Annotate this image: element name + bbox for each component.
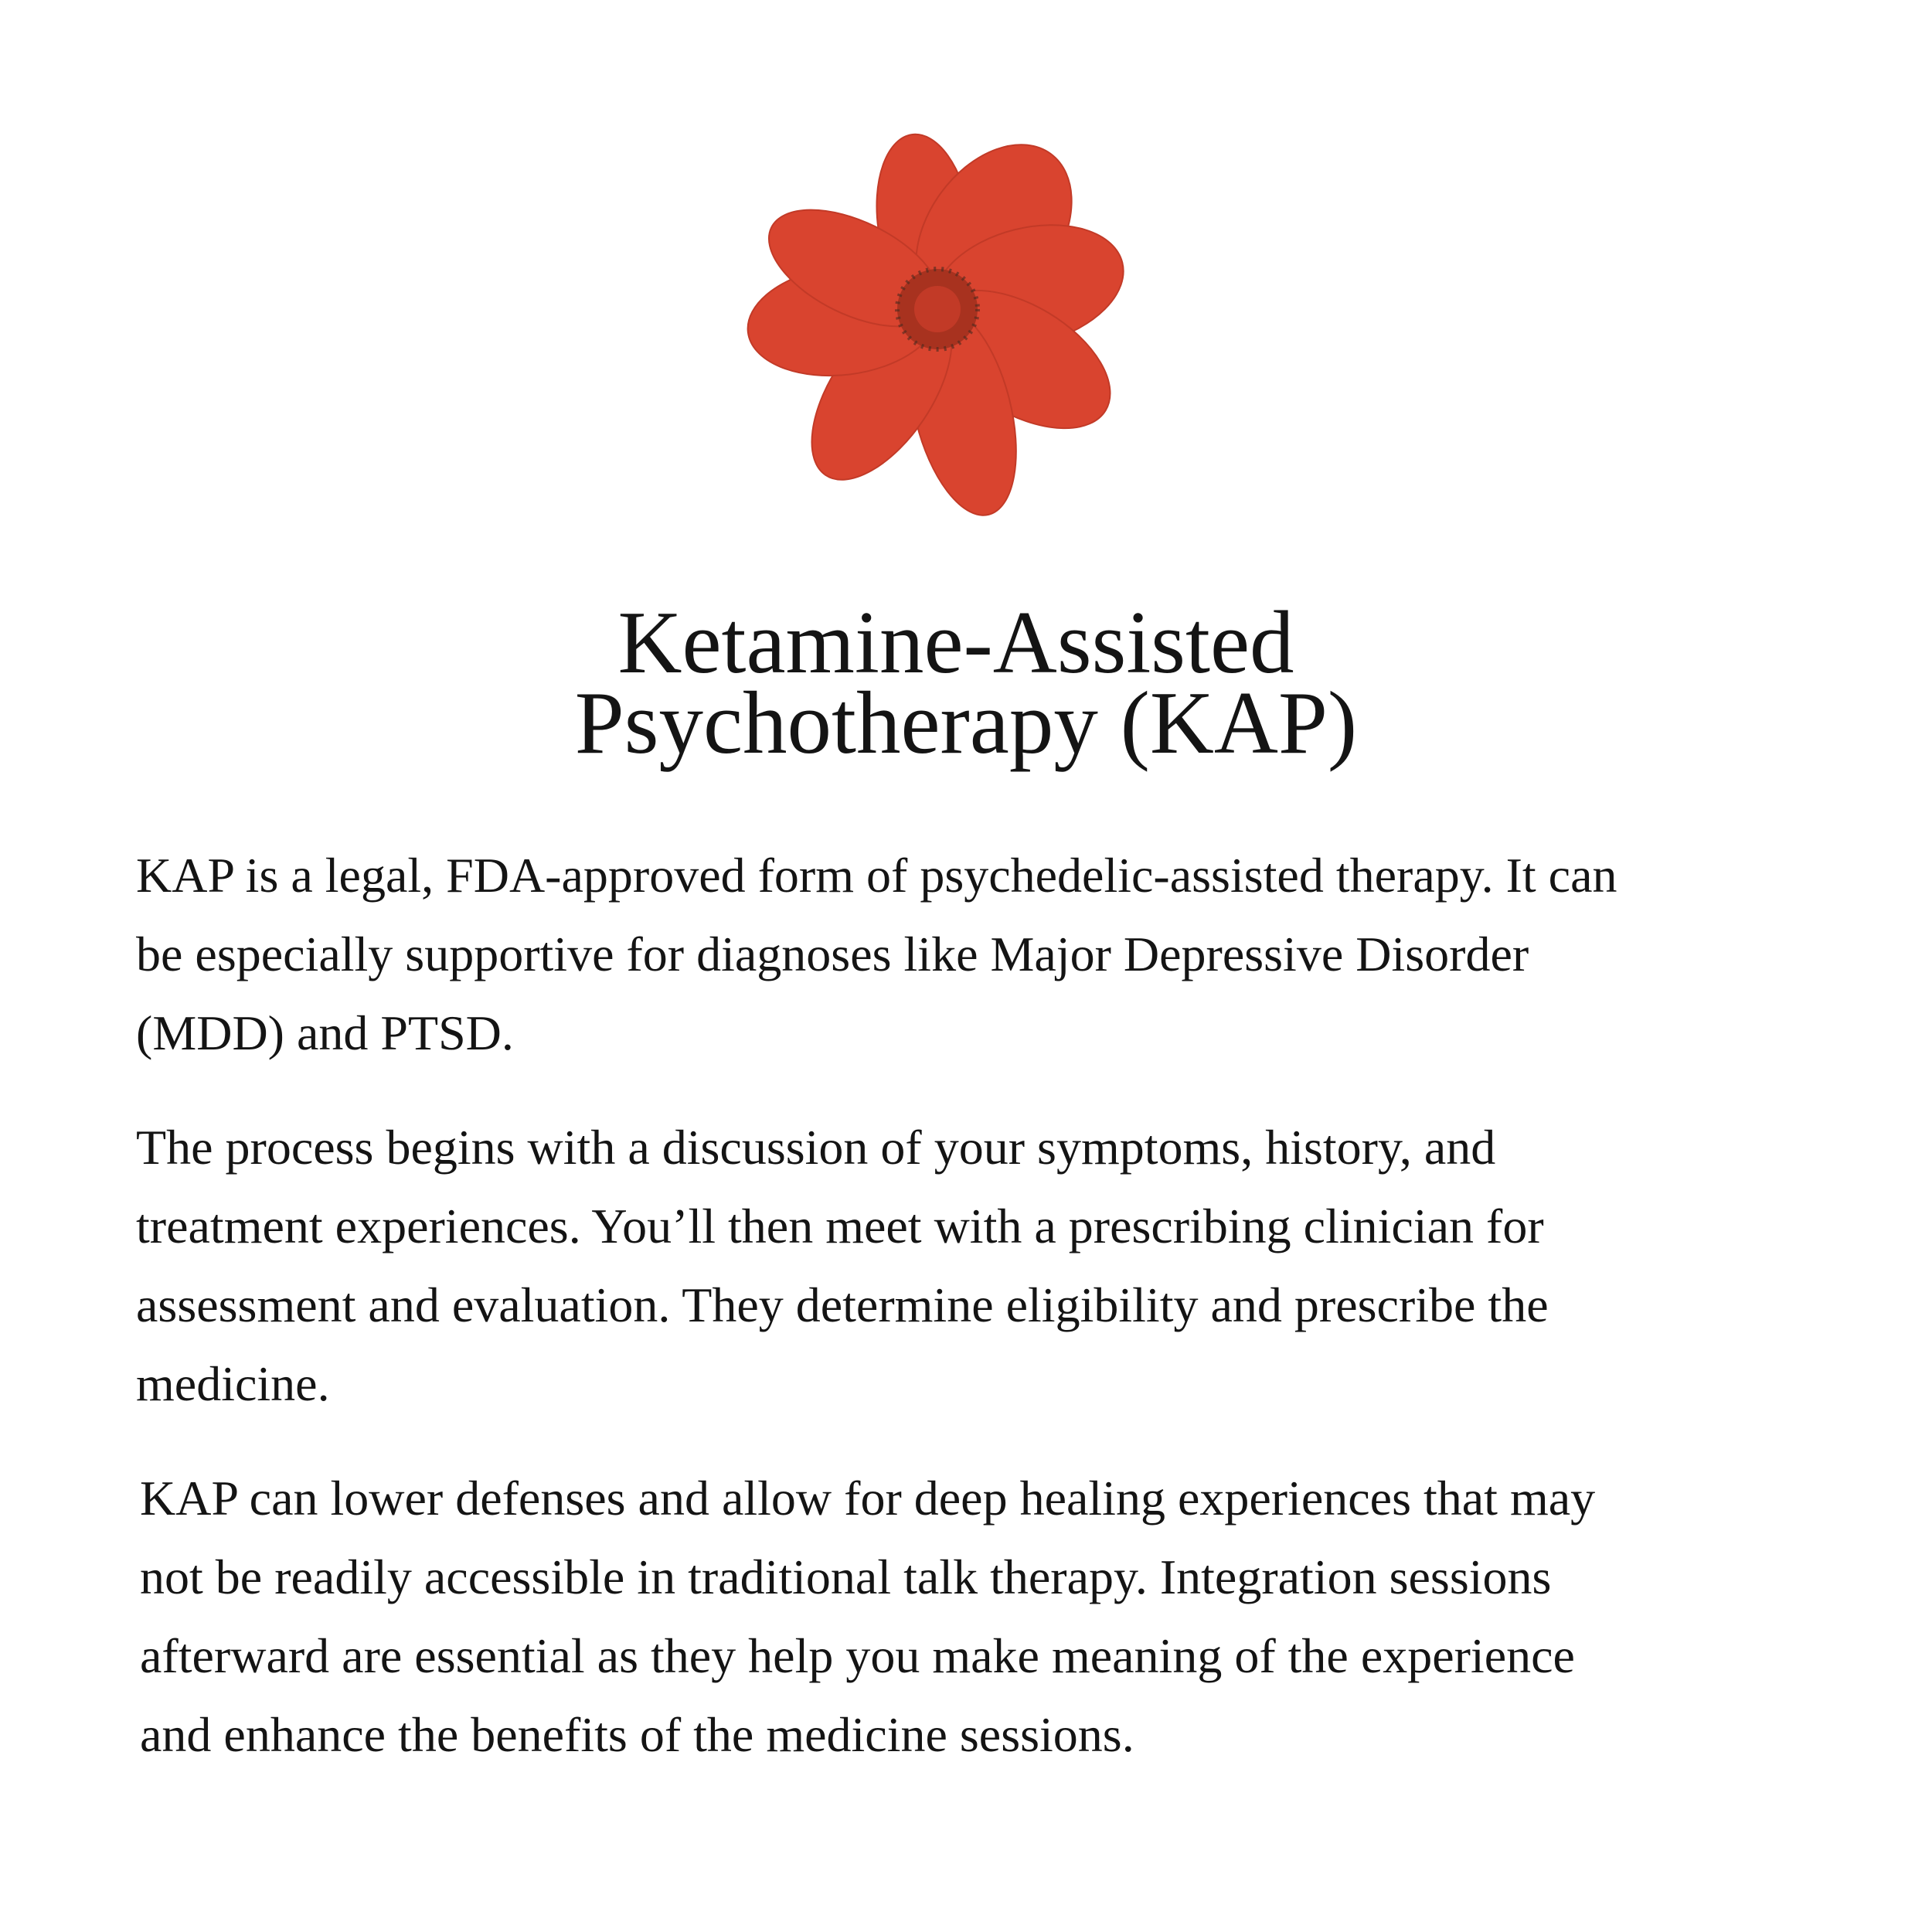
text-line: KAP can lower defenses and allow for deep healing experiences that may — [140, 1471, 1596, 1526]
text-line: not be readily accessible in traditional talk therapy. Integration sessions — [140, 1549, 1552, 1604]
flower-icon — [742, 124, 1206, 572]
text-line: The process begins with a discussion of your symptoms, history, and — [136, 1120, 1496, 1175]
process-paragraph — [136, 1108, 1549, 1423]
text-line: and enhance the benefits of the medicine sessions. — [140, 1707, 1134, 1762]
page-title — [0, 594, 1932, 772]
intro-paragraph — [136, 836, 1617, 1073]
text-line: be especially supportive for diagnoses like Major Depressive Disorder — [136, 927, 1529, 981]
text-line: treatment experiences. You’ll then meet with a prescribing clinician for — [136, 1199, 1544, 1253]
text-line: medicine. — [136, 1356, 330, 1411]
text-line: KAP is a legal, FDA-approved form of psychedelic-assisted therapy. It can — [136, 848, 1617, 903]
text-line: afterward are essential as they help you make meaning of the experience — [140, 1628, 1575, 1683]
text-line: assessment and evaluation. They determine eligibility and prescribe the — [136, 1277, 1549, 1332]
title-line: Ketamine-Assisted — [617, 594, 1294, 692]
title-line: Psychotherapy (KAP) — [574, 674, 1358, 772]
benefits-paragraph — [140, 1459, 1595, 1774]
text-line: (MDD) and PTSD. — [136, 1005, 514, 1060]
